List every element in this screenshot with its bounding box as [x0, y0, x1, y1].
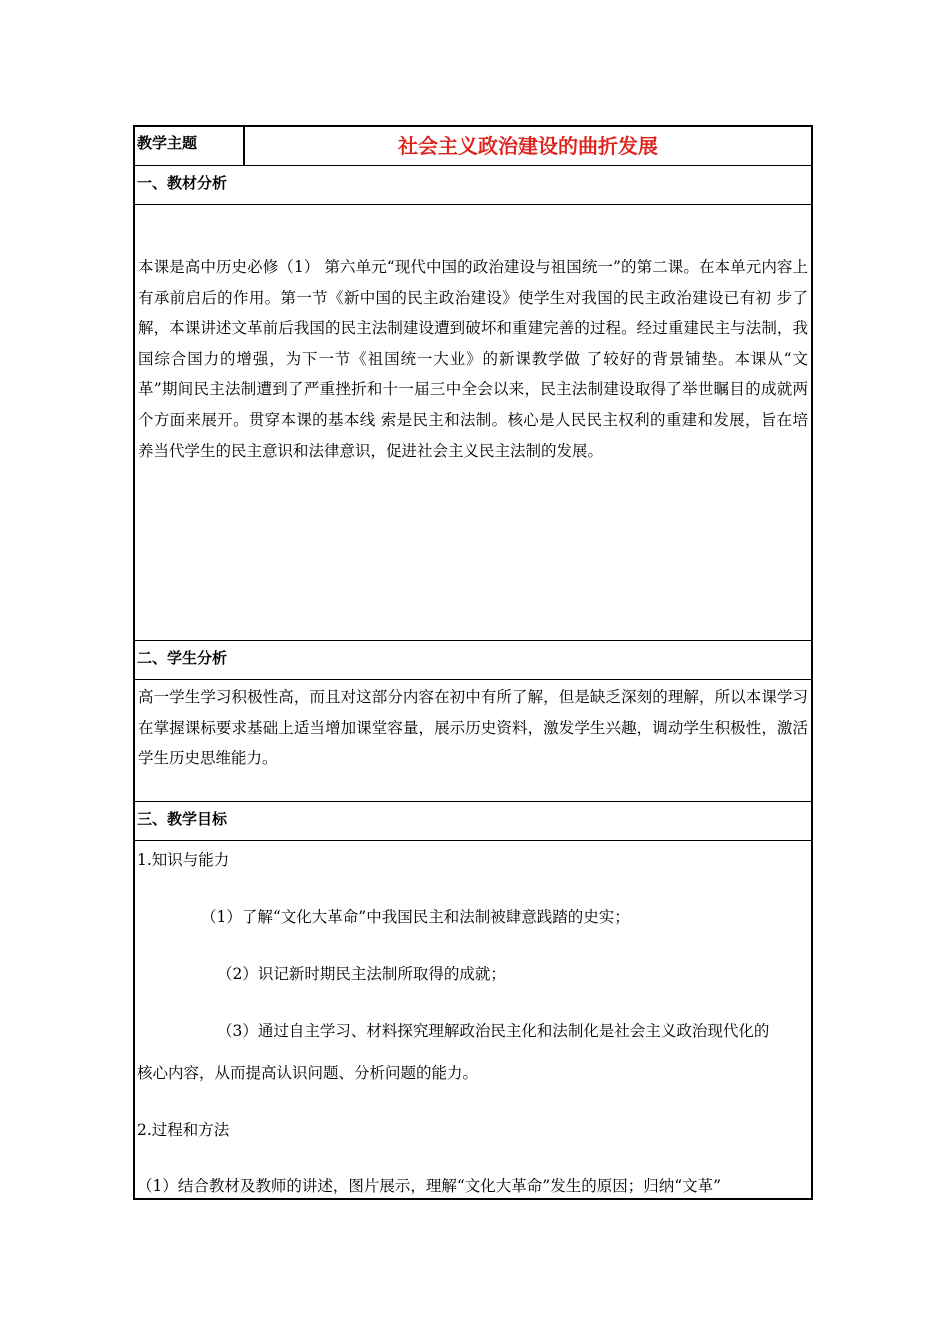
topic-label: 教学主题 — [135, 127, 245, 165]
section-heading-student-analysis: 二、学生分析 — [135, 640, 811, 679]
teaching-goals-body — [135, 840, 811, 1198]
goal-item-3b: 核心内容，从而提高认识问题、分析问题的能力。 — [137, 1064, 479, 1082]
lesson-title: 社会主义政治建设的曲折发展 — [398, 134, 658, 158]
textbook-analysis-text: 本课是高中历史必修（1） 第六单元“现代中国的政治建设与祖国统一”的第二课。在本单元内容上有承前启后的作用。第一节《新中国的民主政治建设》使学生对我国的民主政治建设已有初 步了解，本课讲述文革前后我国的民主法制建设遭到破坏和重建完善的过程。经过重建民主与法制，我国综合国力的增强，为下一节《祖国统一大业》的新课教学做 了较好的背景铺垫。本课从“文革”期间民主法制遭到了严重挫折和十一届三中全会以来，民主法制建设取得了举世瞩目的成就两个方面来展开。贯穿本课的基本线 索是民主和法制。核心是人民民主权利的重建和发展，旨在培养当代学生的民主意识和法律意识，促进社会主义民主法制的发展。 — [138, 258, 808, 460]
goal-item-1: （1）了解“文化大革命”中我国民主和法制被肆意践踏的史实； — [201, 908, 630, 926]
textbook-analysis-body — [135, 204, 811, 640]
student-analysis-body — [135, 679, 811, 801]
student-analysis-text: 高一学生学习积极性高，而且对这部分内容在初中有所了解，但是缺乏深刻的理解，所以本课学习在掌握课标要求基础上适当增加课堂容量，展示历史资料，激发学生兴趣，调动学生积极性，激活学生历史思维能力。 — [138, 688, 808, 768]
goal-item-2: （2）识记新时期民主法制所取得的成就； — [217, 965, 506, 983]
lesson-plan-table — [133, 125, 813, 1200]
subheading-knowledge-ability: 1.知识与能力 — [137, 851, 230, 869]
section-heading-teaching-goals: 三、教学目标 — [135, 801, 811, 840]
title-row — [135, 127, 811, 165]
goal-item-4: （1）结合教材及教师的讲述，图片展示，理解“文化大革命”发生的原因；归纳“文革” — [137, 1177, 722, 1195]
goal-item-3a: （3）通过自主学习、材料探究理解政治民主化和法制化是社会主义政治现代化的 — [217, 1022, 770, 1040]
section-heading-textbook-analysis: 一、教材分析 — [135, 165, 811, 204]
subheading-process-method: 2.过程和方法 — [137, 1121, 230, 1139]
